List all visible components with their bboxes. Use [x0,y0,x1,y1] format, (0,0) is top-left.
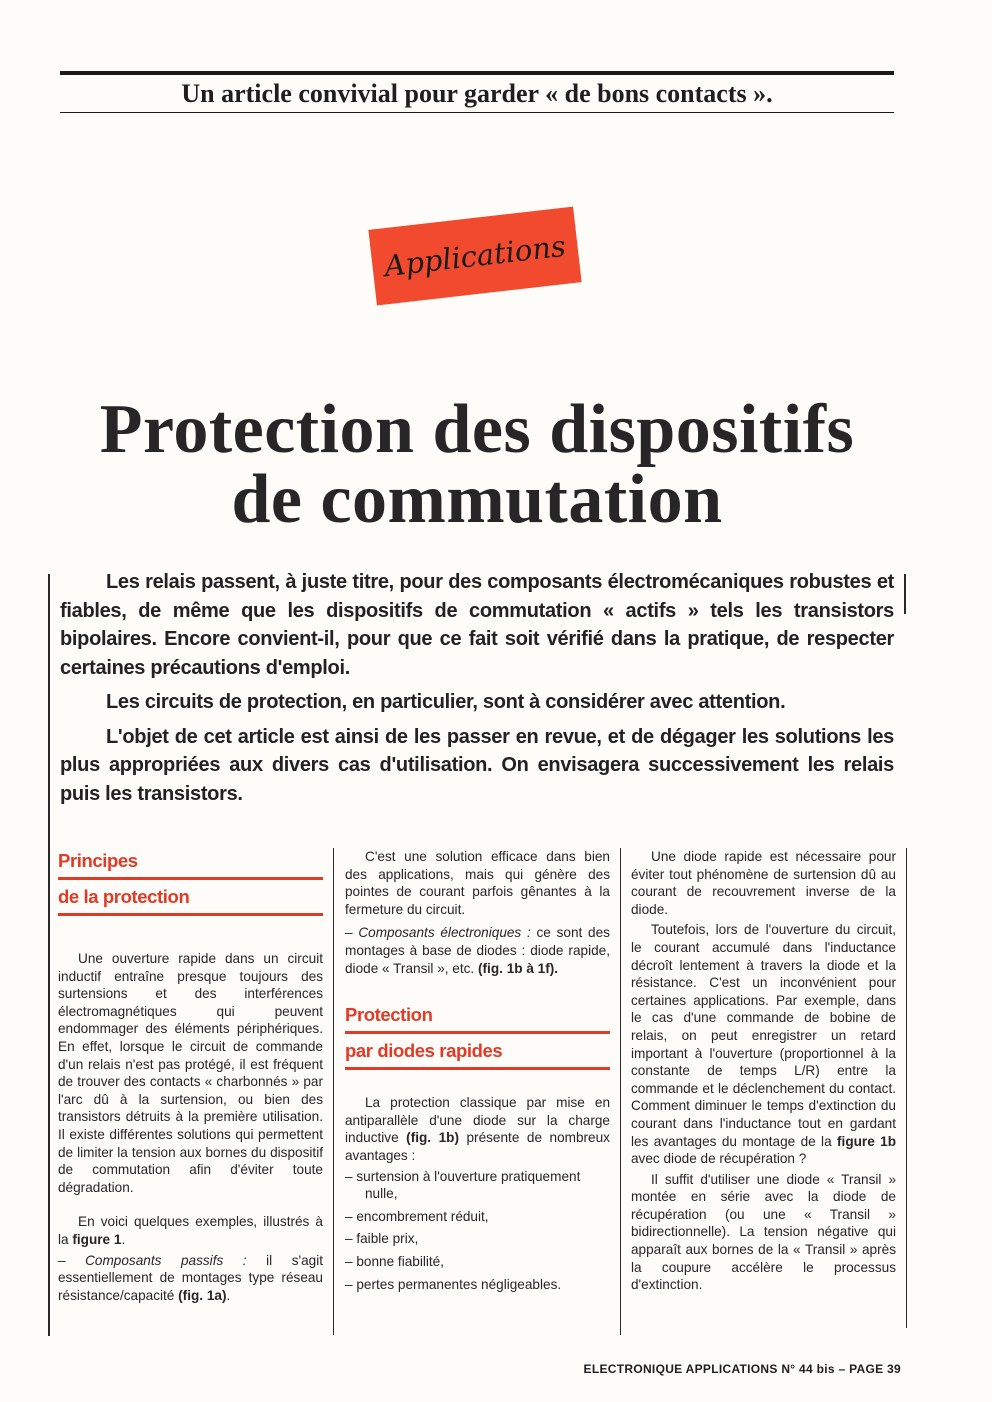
emphasis-term: Composants électroniques : [358,925,531,941]
list-item: – pertes permanentes négligeables. [345,1276,610,1294]
section-heading-principes [58,848,323,916]
body-paragraph: Il suffit d'utiliser une diode « Transil » montée en série avec la diode de récupération (ou une « Transil » bidirectionnelle). La tension négative qui apparaît aux bornes de la « Transil » après la coupure accélère le processus d'extinction. [631,1171,896,1293]
article-title [60,391,894,538]
intro-paragraph-1: Les relais passent, à juste titre, pour des composants électromécaniques robustes et fiables, de même que les dispositifs de commutation « actifs » tels les transistors bipolaires. Encore convient-il, pour que ce fait soit vérifié dans la pratique, de respecter certaines précautions d'emploi. [60,571,894,679]
section-heading-line: Principes [58,850,138,871]
column-2 [345,848,610,1298]
body-paragraph: Une ouverture rapide dans un circuit inductif entraîne presque toujours des surtensions et des interférences électromagnétiques qui peuvent endommager des éléments périphériques. En effet, lorsque le circuit de commande d'un relais n'est pas protégé, il est fréquent de trouver des contacts « charbonnés » par l'arc dû à la surtension, ou bien des transistors détruits à la première utilisation. Il existe différentes solutions qui permettent de limiter la tension aux bornes du dispositif de commutation afin d'éviter toute dégradation. [58,951,323,1195]
list-item: – bonne fiabilité, [345,1253,610,1271]
list-item: – faible prix, [345,1230,610,1248]
column-1 [58,848,323,1307]
column-divider [620,848,621,1335]
section-heading-line: de la protection [58,886,190,907]
column-3 [631,848,896,1297]
top-rule [60,71,894,75]
figure-reference: (fig. 1b) [406,1130,459,1146]
body-paragraph: Une diode rapide est nécessaire pour éviter tout phénomène de surtension dû au courant de recouvrement inverse de la diode. [631,849,896,917]
body-paragraph: La protection classique par mise en antiparallèle d'une diode sur la charge inductive (fig. 1b) présente de nombreux avantages : [345,1095,610,1163]
intro-paragraph-3: L'objet de cet article est ainsi de les passer en revue, et de dégager les solutions les plus appropriées aux divers cas d'utilisation. On envisagera successivement les relais puis les transistors. [60,725,894,805]
emphasis-term: Composants passifs : [85,1252,247,1268]
heading-rule [345,1067,610,1070]
intro-paragraph-2: Les circuits de protection, en particulier, sont à considérer avec attention. [106,691,786,713]
figure-reference: figure 1b [837,1133,897,1149]
article-title-line-2: de commutation [231,461,723,538]
section-badge-label: Applications [382,228,568,284]
left-margin-bar [48,574,50,1336]
body-paragraph: – Composants passifs : il s'agit essentiellement de montages type réseau résistance/capacité (fig. 1a). [58,1252,324,1303]
body-paragraph: C'est une solution efficace dans bien des applications, mais qui génère des pointes de courant parfois gênantes à la fermeture du circuit. [345,849,610,917]
body-paragraph: – Composants électroniques : ce sont des montages à base de diodes : diode rapide, diode « Transil », etc. (fig. 1b à 1f). [345,925,610,976]
heading-rule [58,913,323,916]
tagline: Un article convivial pour garder « de bons contacts ». [181,79,773,108]
intro-lead [60,568,894,814]
heading-rule [58,877,323,880]
advantages-list [345,1168,610,1294]
tagline-underline [60,112,894,113]
section-heading-line: Protection [345,1004,433,1026]
body-paragraph: En voici quelques exemples, illustrés à la figure 1. [58,1214,323,1247]
figure-reference: figure 1 [72,1231,122,1247]
article-title-line-1: Protection des dispositifs [99,391,855,468]
list-item: – encombrement réduit, [345,1208,610,1226]
section-badge [368,207,581,306]
figure-reference: (fig. 1b à 1f). [478,960,559,976]
column-divider [333,848,334,1335]
right-margin-bar [904,574,906,614]
heading-rule [345,1031,610,1034]
section-heading-diodes-rapides [345,1002,610,1070]
page-footer: ELECTRONIQUE APPLICATIONS N° 44 bis – PAGE 39 [583,1362,901,1376]
list-item: – surtension à l'ouverture pratiquement nulle, [345,1168,610,1203]
body-paragraph: Toutefois, lors de l'ouverture du circuit, le courant accumulé dans l'inductance décroît lentement à travers la diode et la résistance. C'est un inconvénient pour certaines applications. Par exemple, dans le cas d'une commande de bobine de relais, on peut enregistrer un retard important à l'ouverture (proportionnel à la constante de temps L/R) entre la commande et le déclenchement du contact. Comment diminuer le temps d'extinction du courant dans l'inductance tout en gardant les avantages du montage de la figure 1b avec diode de récupération ? [631,922,897,1167]
section-heading-line: par diodes rapides [345,1040,503,1062]
column-divider [906,848,907,1328]
figure-reference: (fig. 1a) [178,1287,227,1303]
